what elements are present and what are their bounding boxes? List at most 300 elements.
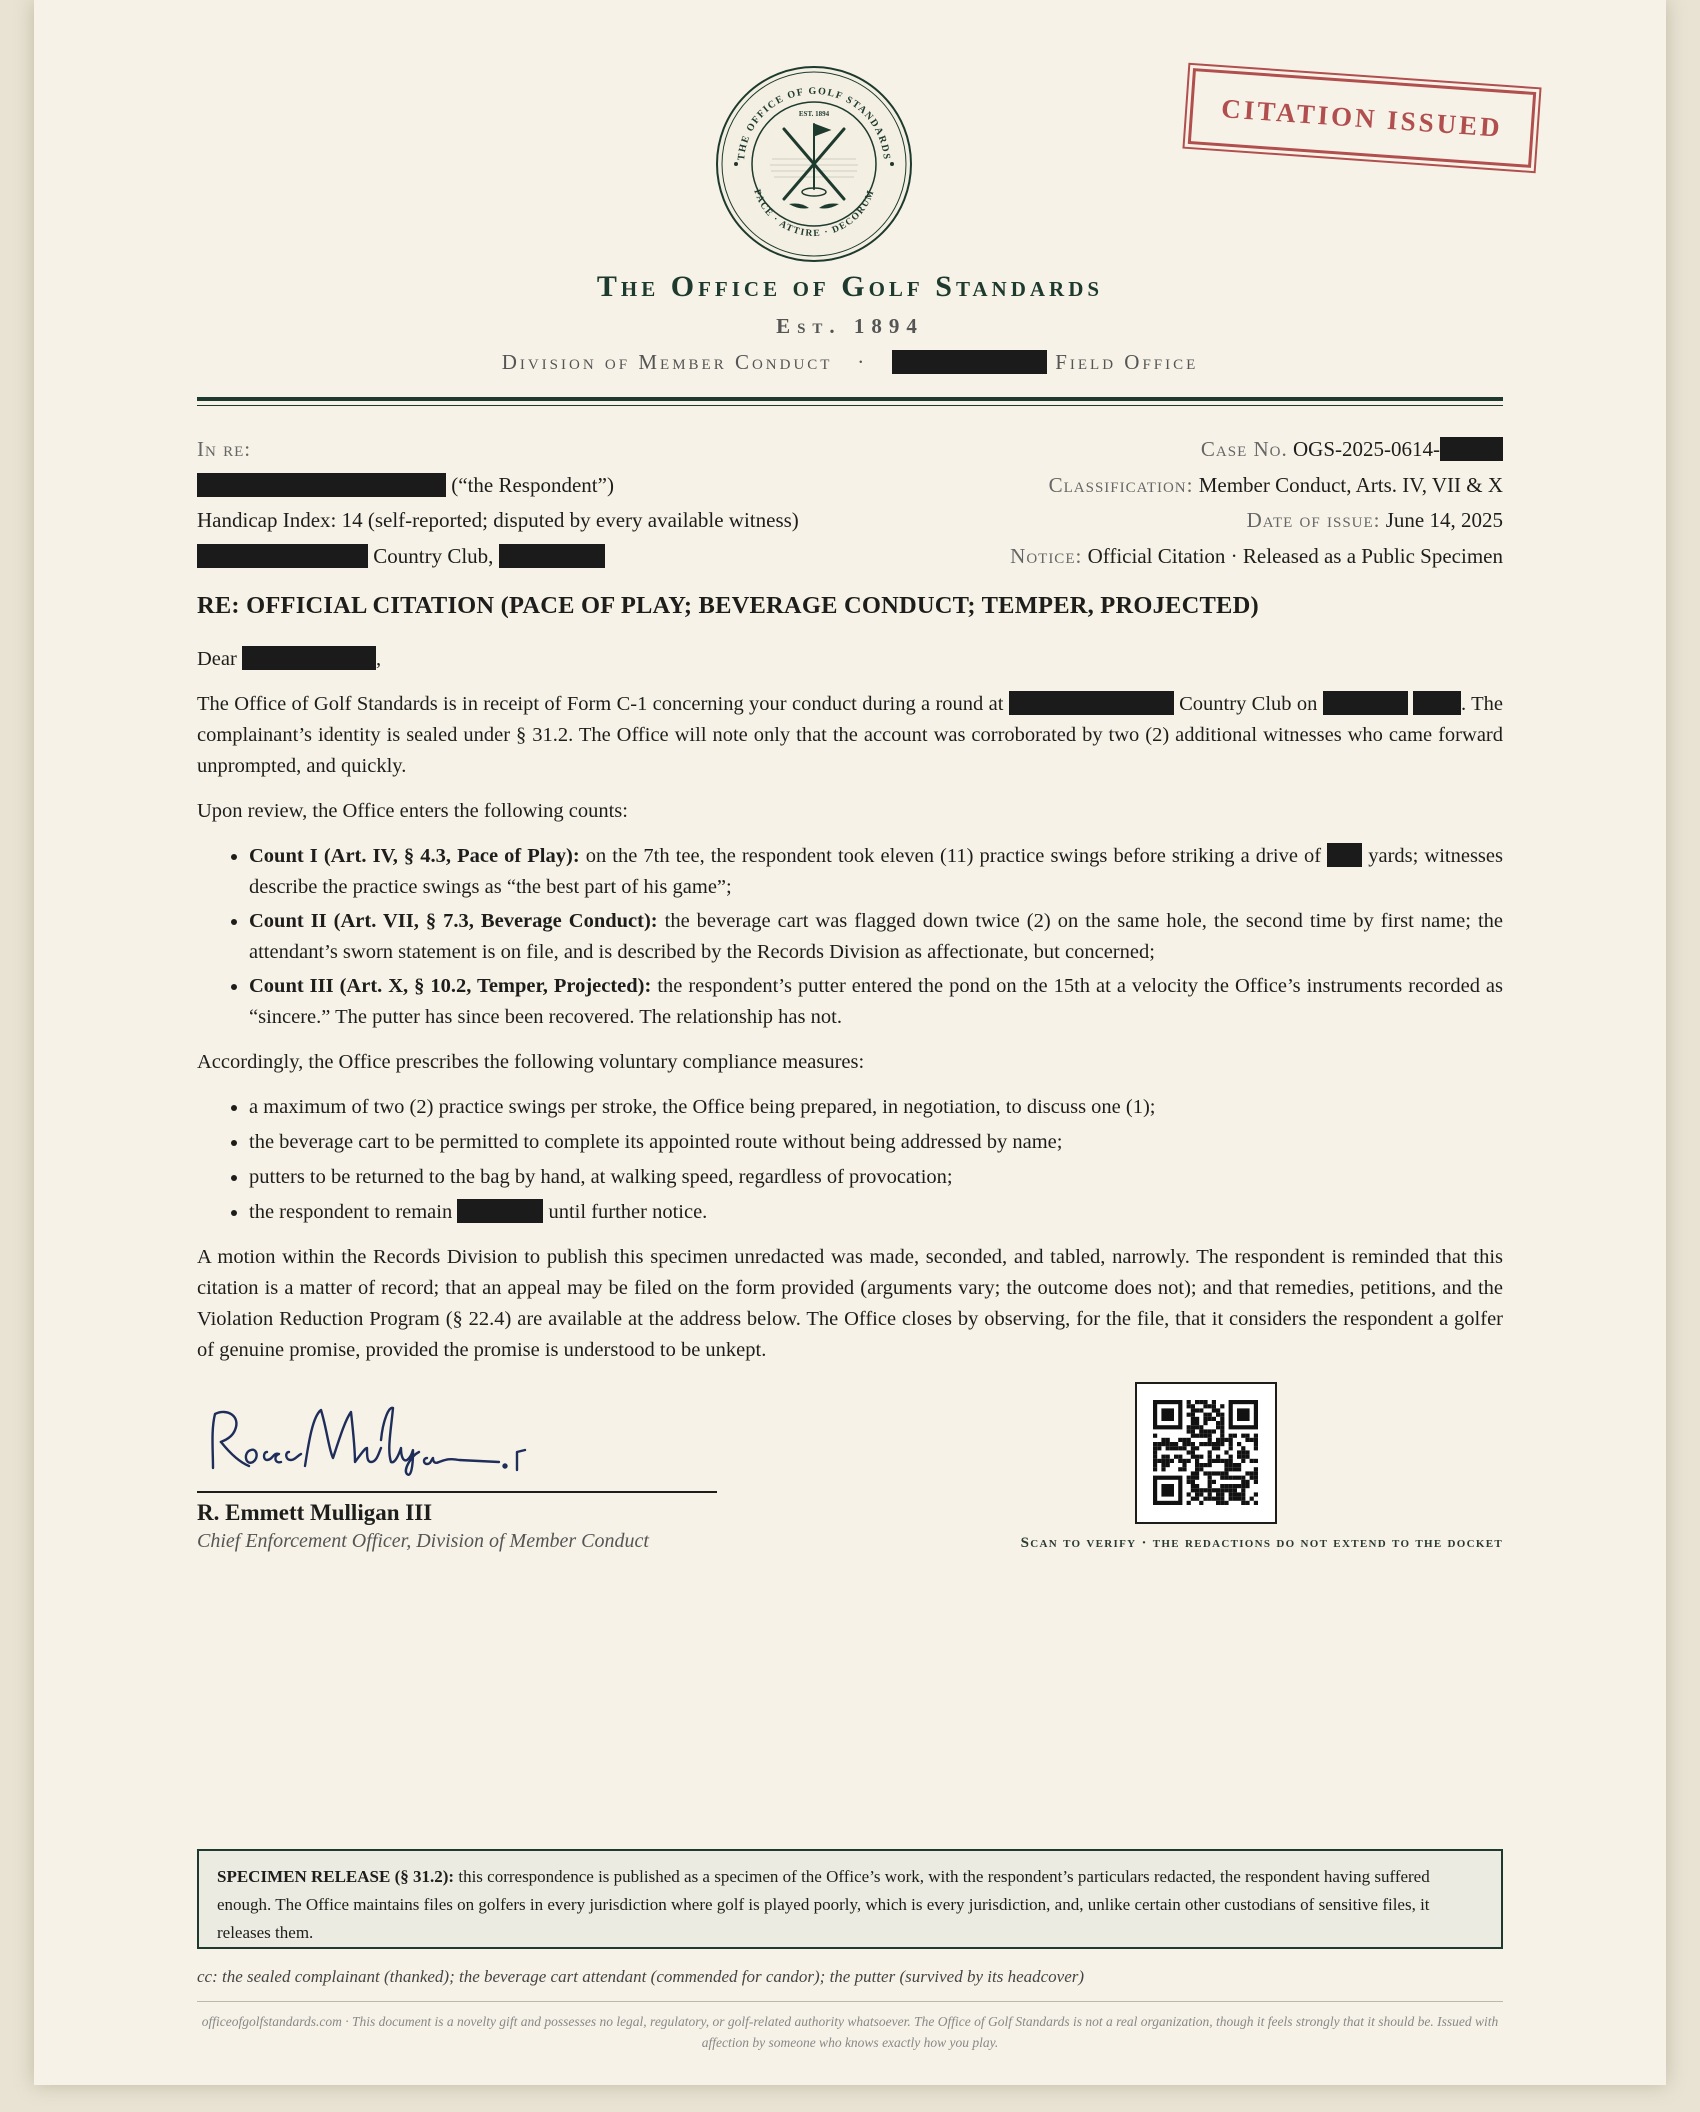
qr-module [1153,1446,1157,1450]
qr-module [1195,1467,1199,1471]
qr-module [1245,1434,1249,1438]
qr-module [1191,1425,1195,1429]
qr-module [1182,1459,1186,1463]
qr-module [1229,1442,1233,1446]
qr-module [1254,1492,1258,1496]
qr-module [1241,1492,1245,1496]
header-rule-thick [197,397,1503,401]
qr-module [1191,1429,1195,1433]
measures-list [197,1092,1503,1228]
qr-module [1199,1429,1203,1433]
qr-module [1182,1463,1186,1467]
qr-module [1241,1450,1245,1454]
qr-module [1195,1488,1199,1492]
seal-est-text: EST. 1894 [798,110,830,118]
qr-module [1195,1400,1199,1404]
qr-module [1153,1434,1157,1438]
redacted-respondent-name [197,473,446,497]
qr-module [1187,1459,1191,1463]
qr-module [1216,1501,1220,1505]
measure-item: • putters to be returned to the bag by hand, at walking speed, regardless of provocation; [249,1162,1503,1193]
qr-module [1220,1484,1224,1488]
qr-module [1153,1442,1157,1446]
qr-module [1199,1463,1203,1467]
date-label: Date of issue: [1246,508,1381,532]
qr-module [1195,1408,1199,1412]
paragraph-counts-intro: Upon review, the Office enters the following counts: [197,800,628,822]
qr-module [1187,1480,1191,1484]
qr-module [1237,1492,1241,1496]
qr-module [1220,1488,1224,1492]
qr-module [1187,1413,1191,1417]
field-office-label: Field Office [1055,350,1199,374]
qr-module [1191,1417,1195,1421]
qr-module [1220,1459,1224,1463]
qr-module [1250,1476,1254,1480]
qr-module [1191,1408,1195,1412]
qr-module [1157,1459,1161,1463]
qr-module [1241,1459,1245,1463]
verification-qr-code[interactable] [1135,1382,1277,1524]
office-title: The Office of Golf Standards [596,270,1104,303]
qr-module [1195,1492,1199,1496]
qr-module [1199,1492,1203,1496]
footer-disclaimer: officeofgolfstandards.com · This document is a novelty gift and possesses no legal, regulatory, or golf-related authority whatsoever. The Office of Golf Standards is not a real organization, though it feels strongly that it should be. Issued with affection by someone who knows exactly how you play. [201,2014,1499,2050]
seal-ring-top-text: THE OFFICE OF GOLF STANDARDS [735,85,892,162]
qr-module [1208,1429,1212,1433]
qr-module [1199,1455,1203,1459]
qr-module [1166,1463,1170,1467]
qr-module [1241,1484,1245,1488]
qr-module [1220,1497,1224,1501]
qr-module [1191,1471,1195,1475]
qr-module [1216,1421,1220,1425]
qr-module [1245,1484,1249,1488]
qr-module [1245,1455,1249,1459]
qr-module [1203,1400,1207,1404]
qr-module [1191,1480,1195,1484]
qr-module [1195,1459,1199,1463]
qr-module [1254,1434,1258,1438]
qr-module [1250,1438,1254,1442]
qr-module [1233,1497,1237,1501]
qr-module [1166,1446,1170,1450]
citation-issued-stamp: CITATION ISSUED [1188,68,1536,168]
qr-module [1220,1438,1224,1442]
qr-module [1233,1434,1237,1438]
qr-module [1157,1446,1161,1450]
qr-module [1191,1421,1195,1425]
qr-module [1208,1497,1212,1501]
qr-finder-pattern [1161,1484,1174,1497]
qr-module [1216,1408,1220,1412]
release-heading: SPECIMEN RELEASE (§ 31.2): [217,1867,455,1886]
qr-module [1245,1501,1249,1505]
qr-module [1229,1434,1233,1438]
qr-module [1208,1488,1212,1492]
respondent-suffix: (“the Respondent”) [451,472,614,497]
paragraph-measures-intro: Accordingly, the Office prescribes the following voluntary compliance measures: [197,1051,865,1073]
qr-module [1195,1463,1199,1467]
qr-module [1182,1467,1186,1471]
qr-module [1224,1450,1228,1454]
qr-module [1216,1446,1220,1450]
qr-module [1187,1492,1191,1496]
redacted-club [1009,691,1174,715]
qr-module [1212,1400,1216,1404]
qr-module [1220,1476,1224,1480]
qr-module [1153,1467,1157,1471]
qr-module [1229,1455,1233,1459]
classification-value: Member Conduct, Arts. IV, VII & X [1198,472,1503,497]
qr-module [1187,1442,1191,1446]
qr-module [1229,1476,1233,1480]
qr-module [1195,1484,1199,1488]
qr-finder-pattern [1161,1408,1174,1421]
salutation: Dear , [197,648,382,670]
qr-module [1187,1429,1191,1433]
meta-left [197,432,897,574]
qr-module [1161,1438,1165,1442]
qr-module [1199,1442,1203,1446]
qr-module [1187,1501,1191,1505]
qr-module [1170,1442,1174,1446]
specimen-release-box [197,1849,1503,1949]
qr-module [1250,1497,1254,1501]
counts-list [197,841,1503,1033]
qr-module [1161,1455,1165,1459]
qr-module [1254,1476,1258,1480]
qr-module [1245,1438,1249,1442]
count-item: • Count II (Art. VII, § 7.3, Beverage Conduct): the beverage cart was flagged down twice (2) on the same hole, the second time by first name; the attendant’s sworn statement is on file, and is described by the Records Division as affectionate, but concerned; [249,906,1503,968]
qr-module [1220,1404,1224,1408]
notice-label: Notice: [1010,543,1083,568]
qr-module [1203,1429,1207,1433]
qr-module [1241,1501,1245,1505]
qr-module [1195,1417,1199,1421]
qr-module [1241,1497,1245,1501]
qr-module [1237,1484,1241,1488]
qr-module [1237,1463,1241,1467]
qr-module [1191,1488,1195,1492]
qr-module [1161,1467,1165,1471]
qr-module [1178,1459,1182,1463]
redacted-field-office [892,350,1047,374]
qr-module [1241,1455,1245,1459]
qr-module [1212,1497,1216,1501]
qr-module [1241,1488,1245,1492]
qr-module [1187,1400,1191,1404]
qr-module [1229,1463,1233,1467]
qr-module [1216,1488,1220,1492]
redacted-club-name [197,544,368,568]
qr-module [1191,1476,1195,1480]
qr-module [1208,1434,1212,1438]
redacted-case-suffix [1440,437,1503,461]
qr-module [1224,1476,1228,1480]
qr-module [1212,1459,1216,1463]
qr-module [1166,1442,1170,1446]
qr-module [1166,1438,1170,1442]
qr-module [1229,1467,1233,1471]
qr-module [1220,1413,1224,1417]
established-date: Est. 1894 [776,314,924,338]
redacted-date-2 [1413,691,1461,715]
division-line [0,350,1700,376]
qr-module [1212,1404,1216,1408]
qr-module [1229,1497,1233,1501]
qr-module [1254,1471,1258,1475]
qr-module [1191,1442,1195,1446]
qr-module [1208,1459,1212,1463]
qr-module [1191,1434,1195,1438]
qr-module [1153,1463,1157,1467]
classification-label: Classification: [1048,472,1194,497]
handwritten-signature [205,1400,545,1480]
qr-module [1208,1442,1212,1446]
redacted-addressee [242,646,376,670]
qr-module [1203,1488,1207,1492]
signatory-role: Chief Enforcement Officer, Division of Member Conduct [197,1530,649,1552]
measure-item: • the respondent to remain until further notice. [249,1197,1503,1228]
in-re-label: In re: [197,437,252,461]
qr-module [1208,1455,1212,1459]
qr-module [1203,1471,1207,1475]
qr-module [1224,1438,1228,1442]
qr-module [1166,1459,1170,1463]
qr-module [1191,1455,1195,1459]
qr-module [1224,1463,1228,1467]
footer-rule [197,2001,1503,2002]
qr-module [1170,1446,1174,1450]
qr-module [1157,1442,1161,1446]
qr-module [1241,1434,1245,1438]
qr-caption: Scan to verify · the redactions do not extend to the docket [1020,1535,1503,1551]
qr-module [1224,1467,1228,1471]
redacted-club-location [499,544,605,568]
qr-module [1212,1408,1216,1412]
qr-module [1254,1442,1258,1446]
qr-module [1178,1446,1182,1450]
qr-module [1199,1467,1203,1471]
qr-module [1161,1463,1165,1467]
qr-module [1195,1434,1199,1438]
measure-item: • a maximum of two (2) practice swings per stroke, the Office being prepared, in negotiation, to discuss one (1); [249,1092,1503,1123]
qr-module [1195,1471,1199,1475]
qr-module [1220,1471,1224,1475]
qr-module [1208,1450,1212,1454]
qr-module [1241,1476,1245,1480]
qr-module [1241,1480,1245,1484]
qr-module [1245,1480,1249,1484]
club-suffix: Country Club, [373,543,494,568]
redacted-date-1 [1323,691,1408,715]
qr-module [1153,1455,1157,1459]
qr-module [1195,1455,1199,1459]
qr-module [1216,1471,1220,1475]
qr-module [1216,1438,1220,1442]
qr-module [1195,1476,1199,1480]
qr-module [1254,1467,1258,1471]
qr-module [1187,1404,1191,1408]
qr-module [1220,1501,1224,1505]
qr-module [1208,1413,1212,1417]
qr-module [1233,1463,1237,1467]
qr-module [1153,1450,1157,1454]
qr-module [1216,1425,1220,1429]
qr-module [1216,1455,1220,1459]
qr-module [1191,1413,1195,1417]
signatory-name: R. Emmett Mulligan III [197,1500,433,1525]
separator-dot: · [857,350,868,374]
meta-right [904,432,1503,574]
release-text: this correspondence is published as a specimen of the Office’s work, with the respondent’s particulars redacted, the respondent having suffered enough. The Office maintains files on golfers in every jurisdiction where golf is played poorly, which is every jurisdiction, and, unlike certain other custodians of sensitive files, it releases them. [217,1867,1430,1942]
count-item: • Count III (Art. X, § 10.2, Temper, Projected): the respondent’s putter entered the pond on the 15th at a velocity the Office’s instruments recorded as “sincere.” The putter has since been recovered. The relationship has not. [249,971,1503,1033]
redacted-status [457,1199,543,1223]
qr-module [1212,1417,1216,1421]
qr-module [1199,1400,1203,1404]
qr-module [1203,1442,1207,1446]
qr-finder-pattern [1237,1408,1250,1421]
qr-module [1208,1492,1212,1496]
qr-module [1203,1417,1207,1421]
qr-module [1170,1459,1174,1463]
qr-module [1199,1488,1203,1492]
qr-module [1208,1404,1212,1408]
qr-module [1212,1446,1216,1450]
header-rule-thin [197,405,1503,406]
qr-module [1203,1497,1207,1501]
cc-line: cc: the sealed complainant (thanked); the beverage cart attendant (commended for candor); the putter (survived by its headcover) [197,1967,1085,1986]
qr-module [1250,1459,1254,1463]
qr-module [1161,1459,1165,1463]
qr-module [1208,1463,1212,1467]
qr-module [1233,1484,1237,1488]
division-name: Division of Member Conduct [501,350,833,374]
count-item: • Count I (Art. IV, § 4.3, Pace of Play): on the 7th tee, the respondent took eleven (11) practice swings before striking a drive of yards; witnesses describe the practice swings as “the best part of his game”; [249,841,1503,903]
redacted-yardage [1327,843,1362,867]
qr-module [1199,1434,1203,1438]
qr-module [1212,1471,1216,1475]
qr-module [1237,1450,1241,1454]
qr-module [1220,1417,1224,1421]
qr-module [1254,1501,1258,1505]
qr-module [1224,1459,1228,1463]
qr-module [1208,1476,1212,1480]
signature-line [197,1491,717,1493]
qr-module [1229,1492,1233,1496]
qr-module [1191,1497,1195,1501]
measure-item: • the beverage cart to be permitted to complete its appointed route without being addressed by name; [249,1127,1503,1158]
qr-module [1254,1459,1258,1463]
qr-module [1191,1446,1195,1450]
qr-module [1212,1429,1216,1433]
qr-module [1203,1463,1207,1467]
qr-module [1187,1438,1191,1442]
handicap-line: Handicap Index: 14 (self-reported; disputed by every available witness) [197,508,799,532]
qr-module [1237,1467,1241,1471]
qr-module [1203,1413,1207,1417]
qr-module [1245,1450,1249,1454]
qr-module [1191,1450,1195,1454]
qr-module [1241,1446,1245,1450]
qr-module [1208,1484,1212,1488]
qr-module [1229,1459,1233,1463]
subject-line: RE: OFFICIAL CITATION (PACE OF PLAY; BEVERAGE CONDUCT; TEMPER, PROJECTED) [197,592,1259,619]
qr-module [1182,1438,1186,1442]
qr-module [1182,1442,1186,1446]
qr-module [1233,1492,1237,1496]
qr-module [1224,1484,1228,1488]
qr-module [1216,1442,1220,1446]
qr-module [1212,1488,1216,1492]
qr-module [1195,1497,1199,1501]
case-no-label: Case No. [1200,437,1288,461]
qr-module [1208,1471,1212,1475]
notice-value: Official Citation · Released as a Public Specimen [1087,543,1503,568]
qr-module [1208,1480,1212,1484]
qr-module [1220,1434,1224,1438]
qr-module [1195,1425,1199,1429]
qr-module [1216,1459,1220,1463]
paragraph-intro: The Office of Golf Standards is in receipt of Form C-1 concerning your conduct during a round at Country Club on . The complainant’s identity is sealed under § 31.2. The Office will note only that the account was corroborated by two (2) additional witnesses who came forward unprompted, and quickly. [197,693,1504,777]
qr-module [1229,1488,1233,1492]
qr-module [1250,1471,1254,1475]
paragraph-closing: A motion within the Records Division to publish this specimen unredacted was made, seconded, and tabled, narrowly. The respondent is reminded that this citation is a matter of record; that an appeal may be filed on the form provided (arguments vary; the outcome does not); and that remedies, petitions, and the Violation Reduction Program (§ 22.4) are available at the address below. The Office closes by observing, for the file, that it considers the respondent a golfer of genuine promise, provided the promise is understood to be unkept. [197,1246,1503,1361]
qr-module [1178,1455,1182,1459]
qr-module [1182,1446,1186,1450]
qr-module [1199,1425,1203,1429]
qr-module [1216,1497,1220,1501]
qr-module [1153,1459,1157,1463]
qr-module [1161,1442,1165,1446]
qr-module [1224,1501,1228,1505]
qr-module [1216,1492,1220,1496]
office-seal-logo [714,64,914,264]
qr-module [1178,1438,1182,1442]
qr-module [1191,1484,1195,1488]
seal-ring-bottom-text: PACE · ATTIRE · DECORUM [751,188,877,240]
date-value: June 14, 2025 [1385,508,1503,532]
qr-module [1199,1408,1203,1412]
qr-module [1195,1446,1199,1450]
qr-module [1224,1488,1228,1492]
qr-module [1245,1471,1249,1475]
qr-module [1229,1484,1233,1488]
qr-module [1254,1438,1258,1442]
qr-module [1208,1417,1212,1421]
qr-module [1229,1446,1233,1450]
qr-module [1220,1492,1224,1496]
qr-module [1220,1421,1224,1425]
qr-module [1212,1480,1216,1484]
qr-module [1229,1438,1233,1442]
qr-module [1174,1442,1178,1446]
qr-module [1254,1446,1258,1450]
letter-body [197,644,1503,1380]
qr-module [1237,1476,1241,1480]
qr-module [1237,1497,1241,1501]
qr-module [1187,1450,1191,1454]
qr-module [1233,1476,1237,1480]
qr-module [1212,1442,1216,1446]
qr-module [1216,1413,1220,1417]
qr-module [1233,1467,1237,1471]
qr-module [1174,1446,1178,1450]
qr-module [1187,1425,1191,1429]
qr-module [1178,1467,1182,1471]
qr-module [1220,1429,1224,1433]
